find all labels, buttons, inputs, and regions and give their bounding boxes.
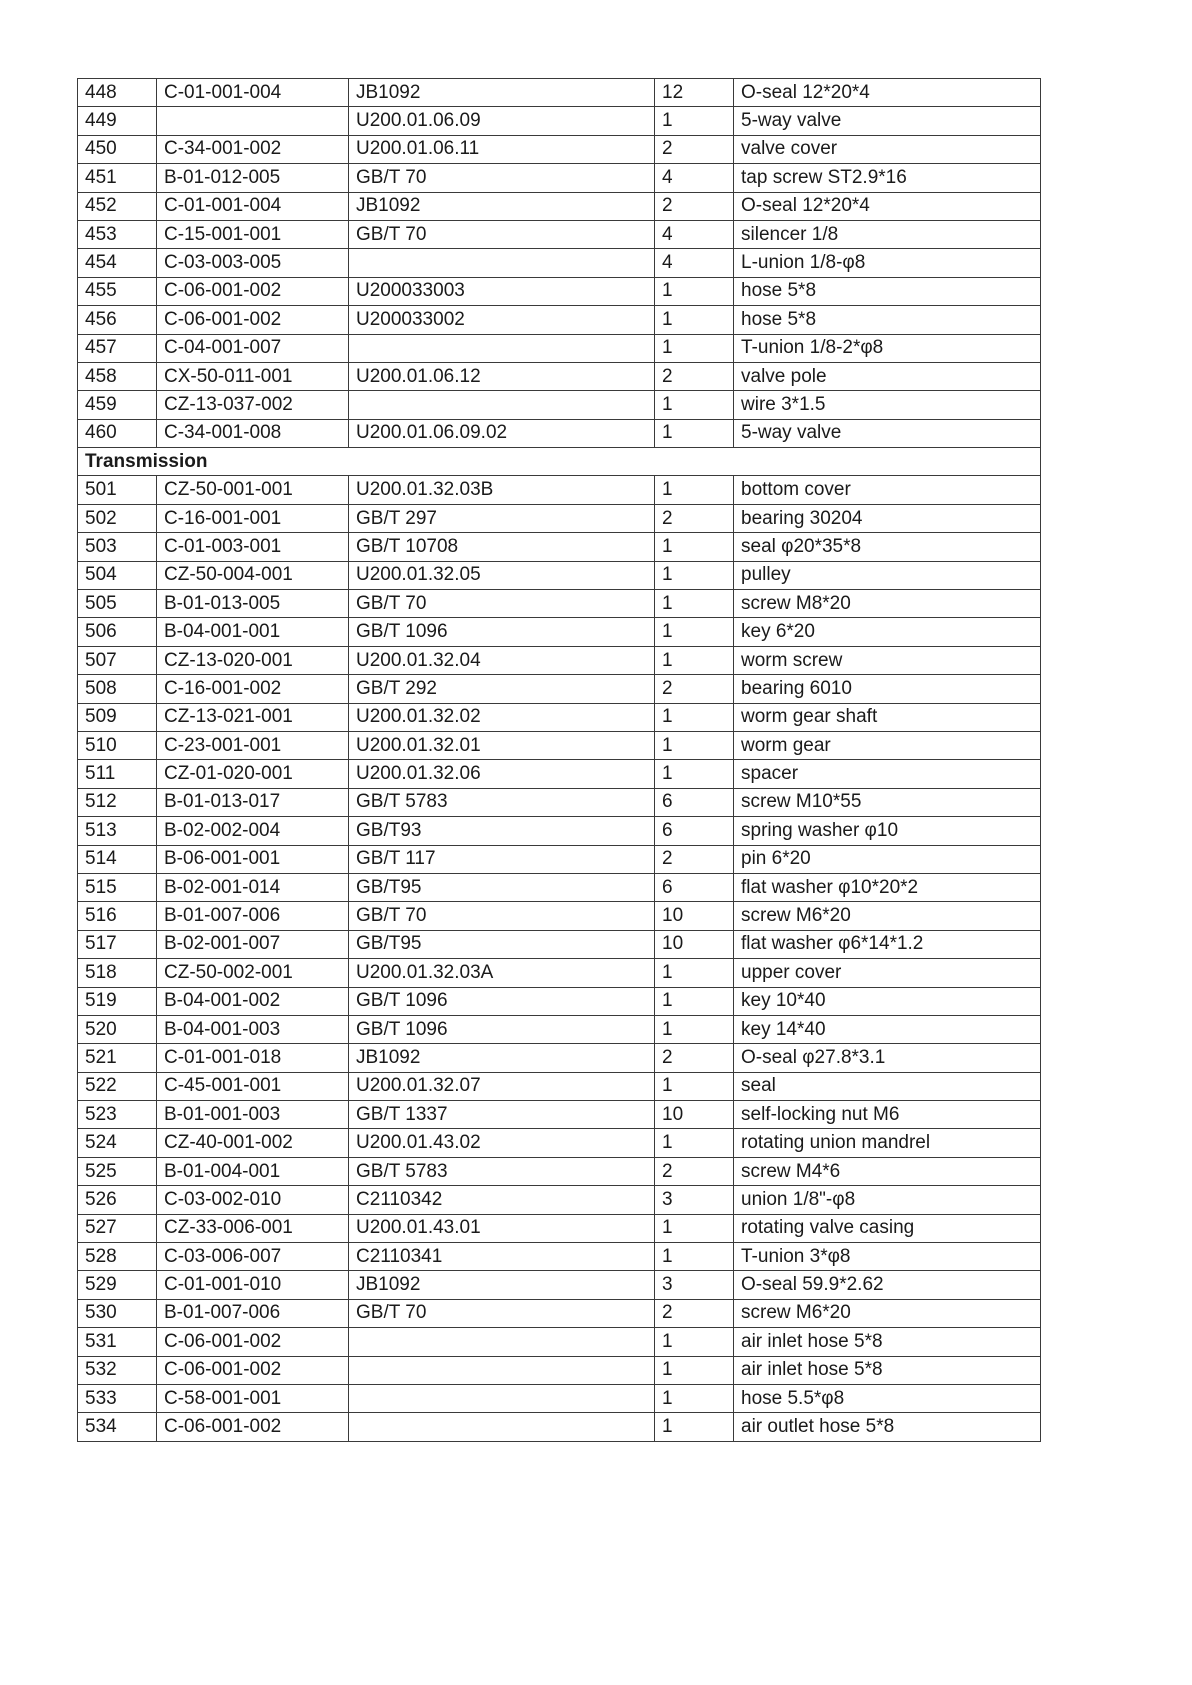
item-number-cell: 524 <box>78 1129 157 1157</box>
table-row <box>78 1243 1041 1271</box>
table-row <box>78 79 1041 107</box>
table-row <box>78 1186 1041 1214</box>
table-row <box>78 277 1041 305</box>
quantity-cell: 1 <box>655 1328 734 1356</box>
table-row <box>78 1044 1041 1072</box>
drawing-number-cell: GB/T 70 <box>349 902 655 930</box>
section-title: Transmission <box>78 448 1041 476</box>
item-number-cell: 502 <box>78 504 157 532</box>
item-number-cell: 506 <box>78 618 157 646</box>
quantity-cell: 1 <box>655 959 734 987</box>
quantity-cell: 2 <box>655 675 734 703</box>
table-row <box>78 192 1041 220</box>
drawing-number-cell: U200.01.32.02 <box>349 703 655 731</box>
description-cell: air inlet hose 5*8 <box>734 1356 1041 1384</box>
quantity-cell: 6 <box>655 817 734 845</box>
table-row <box>78 1328 1041 1356</box>
part-code-cell: C-06-001-002 <box>157 306 349 334</box>
quantity-cell: 1 <box>655 731 734 759</box>
table-row <box>78 987 1041 1015</box>
part-code-cell: CZ-13-021-001 <box>157 703 349 731</box>
table-row <box>78 902 1041 930</box>
quantity-cell: 1 <box>655 391 734 419</box>
part-code-cell: C-03-002-010 <box>157 1186 349 1214</box>
quantity-cell: 6 <box>655 788 734 816</box>
part-code-cell: CZ-13-037-002 <box>157 391 349 419</box>
description-cell: flat washer φ10*20*2 <box>734 873 1041 901</box>
section-header-row <box>78 448 1041 476</box>
table-row <box>78 220 1041 248</box>
part-code-cell: C-03-003-005 <box>157 249 349 277</box>
quantity-cell: 1 <box>655 419 734 447</box>
description-cell: silencer 1/8 <box>734 220 1041 248</box>
drawing-number-cell: U200.01.06.11 <box>349 135 655 163</box>
table-row <box>78 1299 1041 1327</box>
part-code-cell: CZ-50-004-001 <box>157 561 349 589</box>
part-code-cell: CZ-01-020-001 <box>157 760 349 788</box>
description-cell: pulley <box>734 561 1041 589</box>
item-number-cell: 511 <box>78 760 157 788</box>
part-code-cell: B-01-007-006 <box>157 902 349 930</box>
drawing-number-cell: GB/T 70 <box>349 220 655 248</box>
drawing-number-cell: GB/T 70 <box>349 164 655 192</box>
item-number-cell: 520 <box>78 1015 157 1043</box>
part-code-cell: CZ-13-020-001 <box>157 646 349 674</box>
description-cell: hose 5.5*φ8 <box>734 1384 1041 1412</box>
item-number-cell: 504 <box>78 561 157 589</box>
part-code-cell: C-16-001-002 <box>157 675 349 703</box>
item-number-cell: 513 <box>78 817 157 845</box>
item-number-cell: 460 <box>78 419 157 447</box>
table-row <box>78 1101 1041 1129</box>
drawing-number-cell: JB1092 <box>349 79 655 107</box>
item-number-cell: 531 <box>78 1328 157 1356</box>
item-number-cell: 516 <box>78 902 157 930</box>
drawing-number-cell: U200.01.32.06 <box>349 760 655 788</box>
table-row <box>78 391 1041 419</box>
part-code-cell: C-06-001-002 <box>157 1413 349 1441</box>
item-number-cell: 507 <box>78 646 157 674</box>
drawing-number-cell: GB/T95 <box>349 930 655 958</box>
part-code-cell: B-02-001-014 <box>157 873 349 901</box>
table-row <box>78 1384 1041 1412</box>
part-code-cell: C-01-001-010 <box>157 1271 349 1299</box>
quantity-cell: 1 <box>655 646 734 674</box>
description-cell: spacer <box>734 760 1041 788</box>
drawing-number-cell: GB/T 10708 <box>349 533 655 561</box>
part-code-cell: B-01-012-005 <box>157 164 349 192</box>
description-cell: air inlet hose 5*8 <box>734 1328 1041 1356</box>
table-row <box>78 1129 1041 1157</box>
quantity-cell: 1 <box>655 1015 734 1043</box>
description-cell: spring washer φ10 <box>734 817 1041 845</box>
quantity-cell: 1 <box>655 306 734 334</box>
part-code-cell: B-06-001-001 <box>157 845 349 873</box>
part-code-cell: B-01-013-005 <box>157 590 349 618</box>
table-row <box>78 646 1041 674</box>
quantity-cell: 6 <box>655 873 734 901</box>
drawing-number-cell <box>349 1413 655 1441</box>
table-row <box>78 817 1041 845</box>
description-cell: screw M6*20 <box>734 902 1041 930</box>
quantity-cell: 4 <box>655 249 734 277</box>
table-row <box>78 107 1041 135</box>
part-code-cell: CZ-50-001-001 <box>157 476 349 504</box>
description-cell: flat washer φ6*14*1.2 <box>734 930 1041 958</box>
drawing-number-cell: U200.01.43.02 <box>349 1129 655 1157</box>
item-number-cell: 512 <box>78 788 157 816</box>
quantity-cell: 10 <box>655 930 734 958</box>
quantity-cell: 12 <box>655 79 734 107</box>
quantity-cell: 1 <box>655 1413 734 1441</box>
drawing-number-cell <box>349 391 655 419</box>
parts-list-body <box>78 79 1041 1442</box>
quantity-cell: 1 <box>655 1129 734 1157</box>
item-number-cell: 523 <box>78 1101 157 1129</box>
table-row <box>78 788 1041 816</box>
item-number-cell: 458 <box>78 362 157 390</box>
quantity-cell: 1 <box>655 1356 734 1384</box>
description-cell: self-locking nut M6 <box>734 1101 1041 1129</box>
description-cell: 5-way valve <box>734 419 1041 447</box>
description-cell: O-seal 12*20*4 <box>734 79 1041 107</box>
part-code-cell: C-01-003-001 <box>157 533 349 561</box>
description-cell: screw M6*20 <box>734 1299 1041 1327</box>
drawing-number-cell: U200033002 <box>349 306 655 334</box>
table-row <box>78 1413 1041 1441</box>
description-cell: O-seal φ27.8*3.1 <box>734 1044 1041 1072</box>
quantity-cell: 2 <box>655 1299 734 1327</box>
quantity-cell: 1 <box>655 618 734 646</box>
description-cell: hose 5*8 <box>734 306 1041 334</box>
description-cell: bearing 6010 <box>734 675 1041 703</box>
part-code-cell: B-01-001-003 <box>157 1101 349 1129</box>
table-row <box>78 362 1041 390</box>
description-cell: L-union 1/8-φ8 <box>734 249 1041 277</box>
table-row <box>78 1157 1041 1185</box>
table-row <box>78 760 1041 788</box>
drawing-number-cell: U200.01.06.09.02 <box>349 419 655 447</box>
drawing-number-cell: JB1092 <box>349 1271 655 1299</box>
drawing-number-cell: JB1092 <box>349 1044 655 1072</box>
item-number-cell: 459 <box>78 391 157 419</box>
quantity-cell: 1 <box>655 1384 734 1412</box>
table-row <box>78 703 1041 731</box>
part-code-cell: C-01-001-004 <box>157 192 349 220</box>
quantity-cell: 1 <box>655 533 734 561</box>
drawing-number-cell: GB/T93 <box>349 817 655 845</box>
quantity-cell: 1 <box>655 760 734 788</box>
drawing-number-cell: U200.01.32.03A <box>349 959 655 987</box>
part-code-cell: CX-50-011-001 <box>157 362 349 390</box>
description-cell: bottom cover <box>734 476 1041 504</box>
quantity-cell: 1 <box>655 987 734 1015</box>
table-row <box>78 1356 1041 1384</box>
description-cell: worm gear shaft <box>734 703 1041 731</box>
item-number-cell: 514 <box>78 845 157 873</box>
item-number-cell: 518 <box>78 959 157 987</box>
drawing-number-cell: U200033003 <box>349 277 655 305</box>
quantity-cell: 2 <box>655 135 734 163</box>
description-cell: bearing 30204 <box>734 504 1041 532</box>
item-number-cell: 534 <box>78 1413 157 1441</box>
quantity-cell: 2 <box>655 845 734 873</box>
quantity-cell: 2 <box>655 504 734 532</box>
drawing-number-cell: JB1092 <box>349 192 655 220</box>
table-row <box>78 504 1041 532</box>
table-row <box>78 164 1041 192</box>
item-number-cell: 532 <box>78 1356 157 1384</box>
drawing-number-cell: U200.01.06.12 <box>349 362 655 390</box>
table-row <box>78 533 1041 561</box>
quantity-cell: 2 <box>655 1044 734 1072</box>
description-cell: rotating valve casing <box>734 1214 1041 1242</box>
drawing-number-cell <box>349 249 655 277</box>
description-cell: wire 3*1.5 <box>734 391 1041 419</box>
drawing-number-cell: U200.01.32.03B <box>349 476 655 504</box>
part-code-cell: CZ-33-006-001 <box>157 1214 349 1242</box>
part-code-cell: C-06-001-002 <box>157 277 349 305</box>
drawing-number-cell <box>349 1328 655 1356</box>
table-row <box>78 1072 1041 1100</box>
drawing-number-cell: GB/T 5783 <box>349 788 655 816</box>
description-cell: screw M10*55 <box>734 788 1041 816</box>
description-cell: union 1/8"-φ8 <box>734 1186 1041 1214</box>
item-number-cell: 455 <box>78 277 157 305</box>
drawing-number-cell: C2110342 <box>349 1186 655 1214</box>
item-number-cell: 509 <box>78 703 157 731</box>
item-number-cell: 533 <box>78 1384 157 1412</box>
part-code-cell: B-04-001-001 <box>157 618 349 646</box>
part-code-cell: B-02-002-004 <box>157 817 349 845</box>
part-code-cell: C-01-001-018 <box>157 1044 349 1072</box>
item-number-cell: 505 <box>78 590 157 618</box>
item-number-cell: 529 <box>78 1271 157 1299</box>
quantity-cell: 3 <box>655 1271 734 1299</box>
table-row <box>78 1271 1041 1299</box>
part-code-cell: C-58-001-001 <box>157 1384 349 1412</box>
quantity-cell: 1 <box>655 1214 734 1242</box>
table-row <box>78 675 1041 703</box>
quantity-cell: 1 <box>655 1243 734 1271</box>
part-code-cell: C-03-006-007 <box>157 1243 349 1271</box>
item-number-cell: 510 <box>78 731 157 759</box>
drawing-number-cell <box>349 334 655 362</box>
drawing-number-cell: U200.01.43.01 <box>349 1214 655 1242</box>
drawing-number-cell: GB/T 117 <box>349 845 655 873</box>
drawing-number-cell: GB/T 297 <box>349 504 655 532</box>
item-number-cell: 530 <box>78 1299 157 1327</box>
item-number-cell: 453 <box>78 220 157 248</box>
description-cell: screw M8*20 <box>734 590 1041 618</box>
description-cell: O-seal 59.9*2.62 <box>734 1271 1041 1299</box>
description-cell: screw M4*6 <box>734 1157 1041 1185</box>
description-cell: T-union 3*φ8 <box>734 1243 1041 1271</box>
description-cell: 5-way valve <box>734 107 1041 135</box>
description-cell: worm screw <box>734 646 1041 674</box>
description-cell: valve pole <box>734 362 1041 390</box>
quantity-cell: 1 <box>655 590 734 618</box>
item-number-cell: 454 <box>78 249 157 277</box>
item-number-cell: 501 <box>78 476 157 504</box>
item-number-cell: 517 <box>78 930 157 958</box>
quantity-cell: 1 <box>655 334 734 362</box>
description-cell: seal φ20*35*8 <box>734 533 1041 561</box>
part-code-cell: B-01-004-001 <box>157 1157 349 1185</box>
item-number-cell: 522 <box>78 1072 157 1100</box>
part-code-cell: C-34-001-008 <box>157 419 349 447</box>
quantity-cell: 2 <box>655 1157 734 1185</box>
part-code-cell: B-01-013-017 <box>157 788 349 816</box>
quantity-cell: 1 <box>655 277 734 305</box>
description-cell: seal <box>734 1072 1041 1100</box>
table-row <box>78 959 1041 987</box>
drawing-number-cell: C2110341 <box>349 1243 655 1271</box>
item-number-cell: 449 <box>78 107 157 135</box>
item-number-cell: 519 <box>78 987 157 1015</box>
drawing-number-cell: U200.01.32.04 <box>349 646 655 674</box>
item-number-cell: 457 <box>78 334 157 362</box>
part-code-cell: C-06-001-002 <box>157 1328 349 1356</box>
part-code-cell: C-16-001-001 <box>157 504 349 532</box>
table-row <box>78 930 1041 958</box>
drawing-number-cell: GB/T 70 <box>349 590 655 618</box>
drawing-number-cell: GB/T 1337 <box>349 1101 655 1129</box>
table-row <box>78 1214 1041 1242</box>
part-code-cell: B-04-001-003 <box>157 1015 349 1043</box>
table-row <box>78 873 1041 901</box>
table-row <box>78 561 1041 589</box>
table-row <box>78 731 1041 759</box>
drawing-number-cell: GB/T 292 <box>349 675 655 703</box>
part-code-cell: C-34-001-002 <box>157 135 349 163</box>
part-code-cell: C-01-001-004 <box>157 79 349 107</box>
part-code-cell: C-15-001-001 <box>157 220 349 248</box>
description-cell: O-seal 12*20*4 <box>734 192 1041 220</box>
part-code-cell: CZ-50-002-001 <box>157 959 349 987</box>
table-row <box>78 419 1041 447</box>
table-row <box>78 590 1041 618</box>
table-row <box>78 249 1041 277</box>
description-cell: key 10*40 <box>734 987 1041 1015</box>
description-cell: key 6*20 <box>734 618 1041 646</box>
quantity-cell: 10 <box>655 902 734 930</box>
item-number-cell: 526 <box>78 1186 157 1214</box>
description-cell: T-union 1/8-2*φ8 <box>734 334 1041 362</box>
table-row <box>78 135 1041 163</box>
parts-list-table <box>77 78 1041 1442</box>
drawing-number-cell: GB/T 70 <box>349 1299 655 1327</box>
part-code-cell: B-01-007-006 <box>157 1299 349 1327</box>
item-number-cell: 452 <box>78 192 157 220</box>
item-number-cell: 451 <box>78 164 157 192</box>
part-code-cell: CZ-40-001-002 <box>157 1129 349 1157</box>
description-cell: air outlet hose 5*8 <box>734 1413 1041 1441</box>
quantity-cell: 3 <box>655 1186 734 1214</box>
quantity-cell: 4 <box>655 220 734 248</box>
quantity-cell: 4 <box>655 164 734 192</box>
quantity-cell: 2 <box>655 362 734 390</box>
part-code-cell: C-45-001-001 <box>157 1072 349 1100</box>
item-number-cell: 528 <box>78 1243 157 1271</box>
item-number-cell: 456 <box>78 306 157 334</box>
drawing-number-cell: GB/T 1096 <box>349 618 655 646</box>
drawing-number-cell <box>349 1356 655 1384</box>
description-cell: tap screw ST2.9*16 <box>734 164 1041 192</box>
description-cell: upper cover <box>734 959 1041 987</box>
drawing-number-cell: GB/T 5783 <box>349 1157 655 1185</box>
description-cell: pin 6*20 <box>734 845 1041 873</box>
description-cell: valve cover <box>734 135 1041 163</box>
item-number-cell: 525 <box>78 1157 157 1185</box>
item-number-cell: 508 <box>78 675 157 703</box>
quantity-cell: 10 <box>655 1101 734 1129</box>
item-number-cell: 450 <box>78 135 157 163</box>
item-number-cell: 527 <box>78 1214 157 1242</box>
drawing-number-cell: U200.01.32.07 <box>349 1072 655 1100</box>
drawing-number-cell: GB/T 1096 <box>349 987 655 1015</box>
part-code-cell: B-02-001-007 <box>157 930 349 958</box>
quantity-cell: 1 <box>655 107 734 135</box>
table-row <box>78 306 1041 334</box>
quantity-cell: 1 <box>655 703 734 731</box>
description-cell: key 14*40 <box>734 1015 1041 1043</box>
quantity-cell: 2 <box>655 192 734 220</box>
part-code-cell: C-04-001-007 <box>157 334 349 362</box>
part-code-cell: C-23-001-001 <box>157 731 349 759</box>
part-code-cell <box>157 107 349 135</box>
quantity-cell: 1 <box>655 1072 734 1100</box>
item-number-cell: 503 <box>78 533 157 561</box>
item-number-cell: 448 <box>78 79 157 107</box>
item-number-cell: 515 <box>78 873 157 901</box>
description-cell: rotating union mandrel <box>734 1129 1041 1157</box>
drawing-number-cell: GB/T95 <box>349 873 655 901</box>
item-number-cell: 521 <box>78 1044 157 1072</box>
drawing-number-cell: GB/T 1096 <box>349 1015 655 1043</box>
table-row <box>78 1015 1041 1043</box>
drawing-number-cell: U200.01.32.05 <box>349 561 655 589</box>
description-cell: hose 5*8 <box>734 277 1041 305</box>
drawing-number-cell <box>349 1384 655 1412</box>
drawing-number-cell: U200.01.32.01 <box>349 731 655 759</box>
table-row <box>78 476 1041 504</box>
description-cell: worm gear <box>734 731 1041 759</box>
part-code-cell: B-04-001-002 <box>157 987 349 1015</box>
table-row <box>78 618 1041 646</box>
drawing-number-cell: U200.01.06.09 <box>349 107 655 135</box>
table-row <box>78 334 1041 362</box>
quantity-cell: 1 <box>655 561 734 589</box>
quantity-cell: 1 <box>655 476 734 504</box>
table-row <box>78 845 1041 873</box>
part-code-cell: C-06-001-002 <box>157 1356 349 1384</box>
